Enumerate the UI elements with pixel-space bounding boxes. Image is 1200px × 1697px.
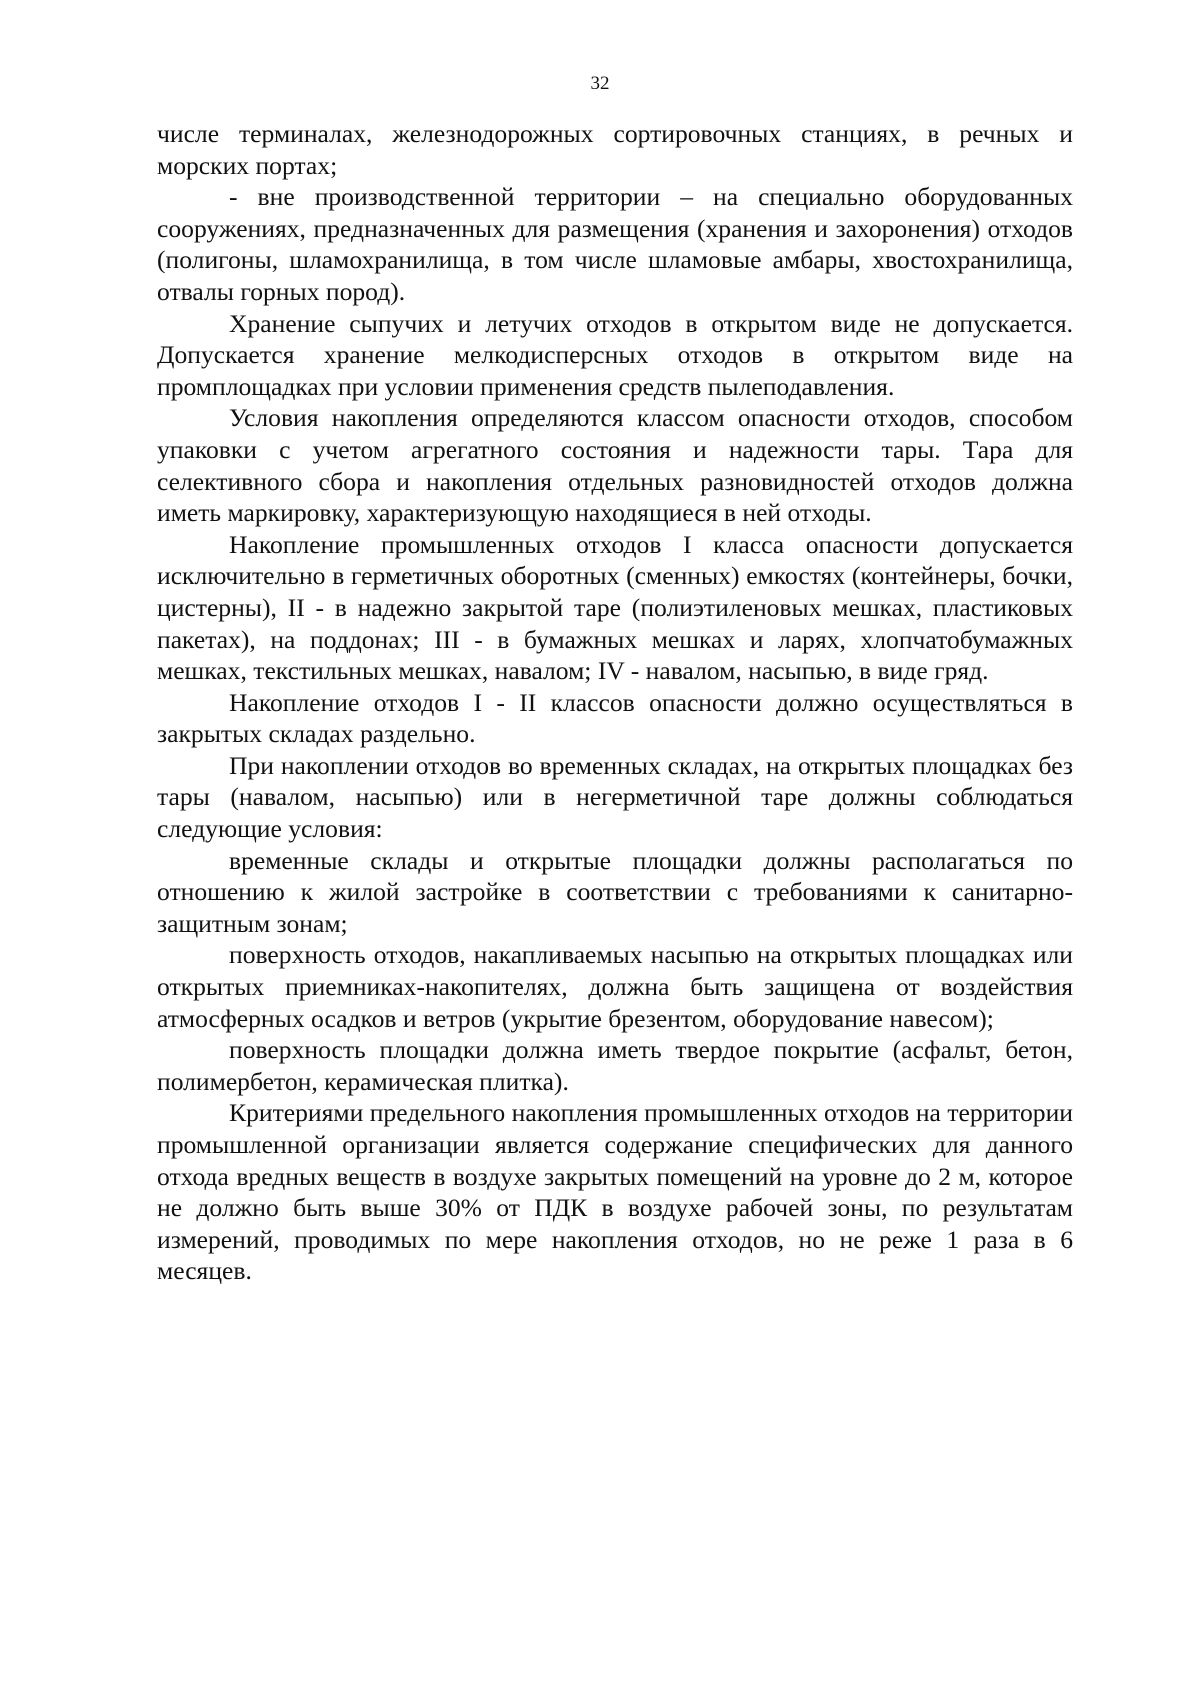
paragraph-temporary-warehouses: При накоплении отходов во временных складах, на открытых площадках без тары (навалом, насыпью) или в негерметичной таре должны соблюдаться следующие условия: — [157, 750, 1073, 844]
paragraph-accumulation-conditions: Условия накопления определяются классом опасности отходов, способом упаковки с учетом агрегатного состояния и надежности тары. Тара для селективного сбора и накопления отдельных разновидностей отходов должна иметь маркировку, характеризующую находящиеся в ней отходы. — [157, 403, 1073, 528]
paragraph-hard-surface: поверхность площадки должна иметь твердое покрытие (асфальт, бетон, полимербетон, керамическая плитка). — [157, 1035, 1073, 1096]
paragraph-hazard-class-containers: Накопление промышленных отходов I класса опасности допускается исключительно в герметичных оборотных (сменных) емкостях (контейнеры, бочки, цистерны), II - в надежно закрытой таре (полиэтиленовых мешках, пластиковых пакетах), на поддонах; III - в бумажных мешках и ларях, хлопчатобумажных мешках, текстильных мешках, навалом; IV - навалом, насыпью, в виде гряд. — [157, 529, 1073, 686]
paragraph-storage-bulk-waste: Хранение сыпучих и летучих отходов в открытом виде не допускается. Допускается хранение мелкодисперсных отходов в открытом виде на промплощадках при условии применения средств пылеподавления. — [157, 308, 1073, 401]
document-body — [157, 118, 1073, 1287]
page-number: 32 — [590, 73, 610, 94]
paragraph-surface-protection: поверхность отходов, накапливаемых насыпью на открытых площадках или открытых приемниках-накопителях, должна быть защищена от воздействия атмосферных осадков и ветров (укрытие брезентом, оборудование навесом); — [157, 940, 1073, 1033]
paragraph-accumulation-criteria: Критериями предельного накопления промышленных отходов на территории промышленной организации является содержание специфических для данного отхода вредных веществ в воздухе закрытых помещений на уровне до 2 м, которое не должно быть выше 30% от ПДК в воздухе рабочей зоны, по результатам измерений, проводимых по мере накопления отходов, но не реже 1 раза в 6 месяцев. — [157, 1098, 1073, 1286]
paragraph-closed-warehouses: Накопление отходов I - II классов опасности должно осуществляться в закрытых складах раздельно. — [157, 687, 1073, 749]
paragraph-outside-territory: - вне производственной территории – на специально оборудованных сооружениях, предназначенных для размещения (хранения и захоронения) отходов (полигоны, шламохранилища, в том числе шламовые амбары, хвостохранилища, отвалы горных пород). — [157, 182, 1073, 306]
paragraph-continuation: числе терминалах, железнодорожных сортировочных станциях, в речных и морских портах; — [157, 119, 1073, 180]
paragraph-sanitary-zones: временные склады и открытые площадки должны располагаться по отношению к жилой застройке в соответствии с требованиями к санитарно-защитным зонам; — [157, 845, 1073, 938]
